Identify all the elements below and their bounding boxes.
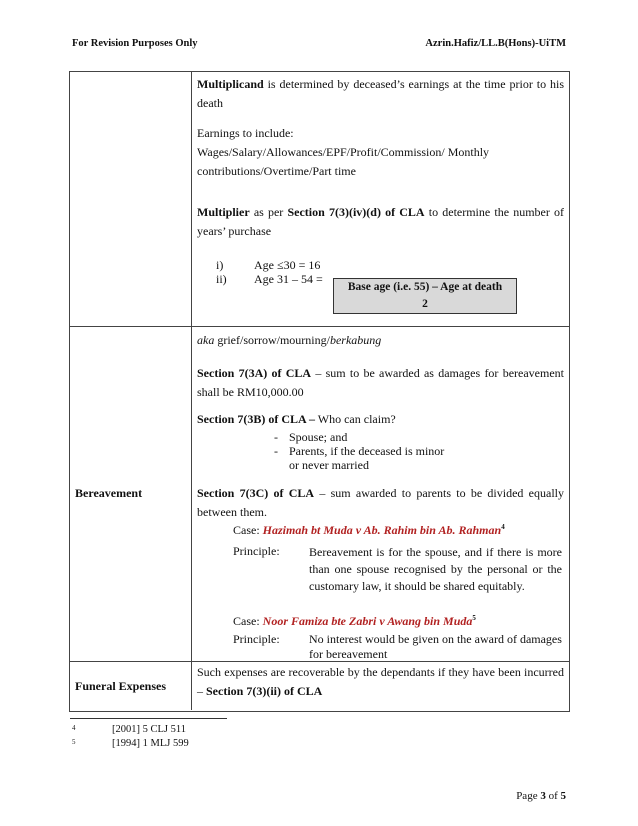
section-7-3b: Section 7(3B) of CLA – Who can claim? xyxy=(197,412,396,426)
claim-parents: Parents, if the deceased is minor xyxy=(289,444,445,458)
claim-spouse: Spouse; and xyxy=(289,430,348,444)
case2-line: Case: Noor Famiza bte Zabri v Awang bin Muda$^5$ xyxy=(233,614,476,628)
bereavement-label: Bereavement xyxy=(75,486,143,500)
multiplicand-paragraph: Multiplicand is determined by deceased’s earnings at the time prior to his death xyxy=(197,77,564,110)
footnote-4: 4 [2001] 5 CLJ 511 xyxy=(72,724,186,735)
item2-number: ii) xyxy=(216,272,227,286)
footnote-5: 5 [1994] 1 MLJ 599 xyxy=(72,738,189,749)
item2-text: Age 31 – 54 = xyxy=(254,272,323,286)
footnote-separator xyxy=(70,718,227,719)
case1-principle: Bereavement is for the spouse, and if there is more than one spouse recognised by the personal or the customary law, it should be shared equitably. xyxy=(309,545,562,593)
formula-numerator: Base age (i.e. 55) – Age at death xyxy=(347,281,503,293)
header-left: For Revision Purposes Only xyxy=(72,38,198,49)
formula-denominator: 2 xyxy=(422,298,428,310)
formula-box xyxy=(333,278,517,314)
column-divider xyxy=(191,71,192,710)
funeral-expenses-text: Such expenses are recoverable by the dependants if they have been incurred – Section 7(3)(ii) of CLA xyxy=(197,665,564,698)
aka-line: aka grief/sorrow/mourning/berkabung xyxy=(197,333,382,347)
case2-principle: No interest would be given on the award of damages for bereavement xyxy=(309,632,562,661)
claim-dash-2: - xyxy=(274,444,278,458)
multiplier-paragraph: Multiplier as per Section 7(3)(iv)(d) of CLA to determine the number of years’ purchase xyxy=(197,205,564,238)
item1-text: Age ≤30 = 16 xyxy=(254,258,321,272)
section-7-3a: Section 7(3A) of CLA – sum to be awarded as damages for bereavement shall be RM10,000.00 xyxy=(197,366,564,399)
page-number: Page 3 of 5 xyxy=(516,790,566,802)
earnings-list: Wages/Salary/Allowances/EPF/Profit/Commission/ Monthly contributions/Overtime/Part time xyxy=(197,145,490,178)
header-right: Azrin.Hafiz/LL.B(Hons)-UiTM xyxy=(425,38,566,49)
row-divider-1 xyxy=(69,326,569,327)
case2-principle-label: Principle: xyxy=(233,632,280,646)
earnings-title: Earnings to include: xyxy=(197,126,294,140)
item1-number: i) xyxy=(216,258,224,272)
funeral-expenses-label: Funeral Expenses xyxy=(75,679,167,693)
case1-principle-label: Principle: xyxy=(233,544,280,558)
claim-parents-cont: or never married xyxy=(289,458,369,472)
claim-dash-1: - xyxy=(274,430,278,444)
case1-line: Case: Hazimah bt Muda v Ab. Rahim bin Ab. Rahman$^4$ xyxy=(233,523,505,537)
section-7-3c: Section 7(3C) of CLA – sum awarded to parents to be divided equally between them. xyxy=(197,486,564,519)
